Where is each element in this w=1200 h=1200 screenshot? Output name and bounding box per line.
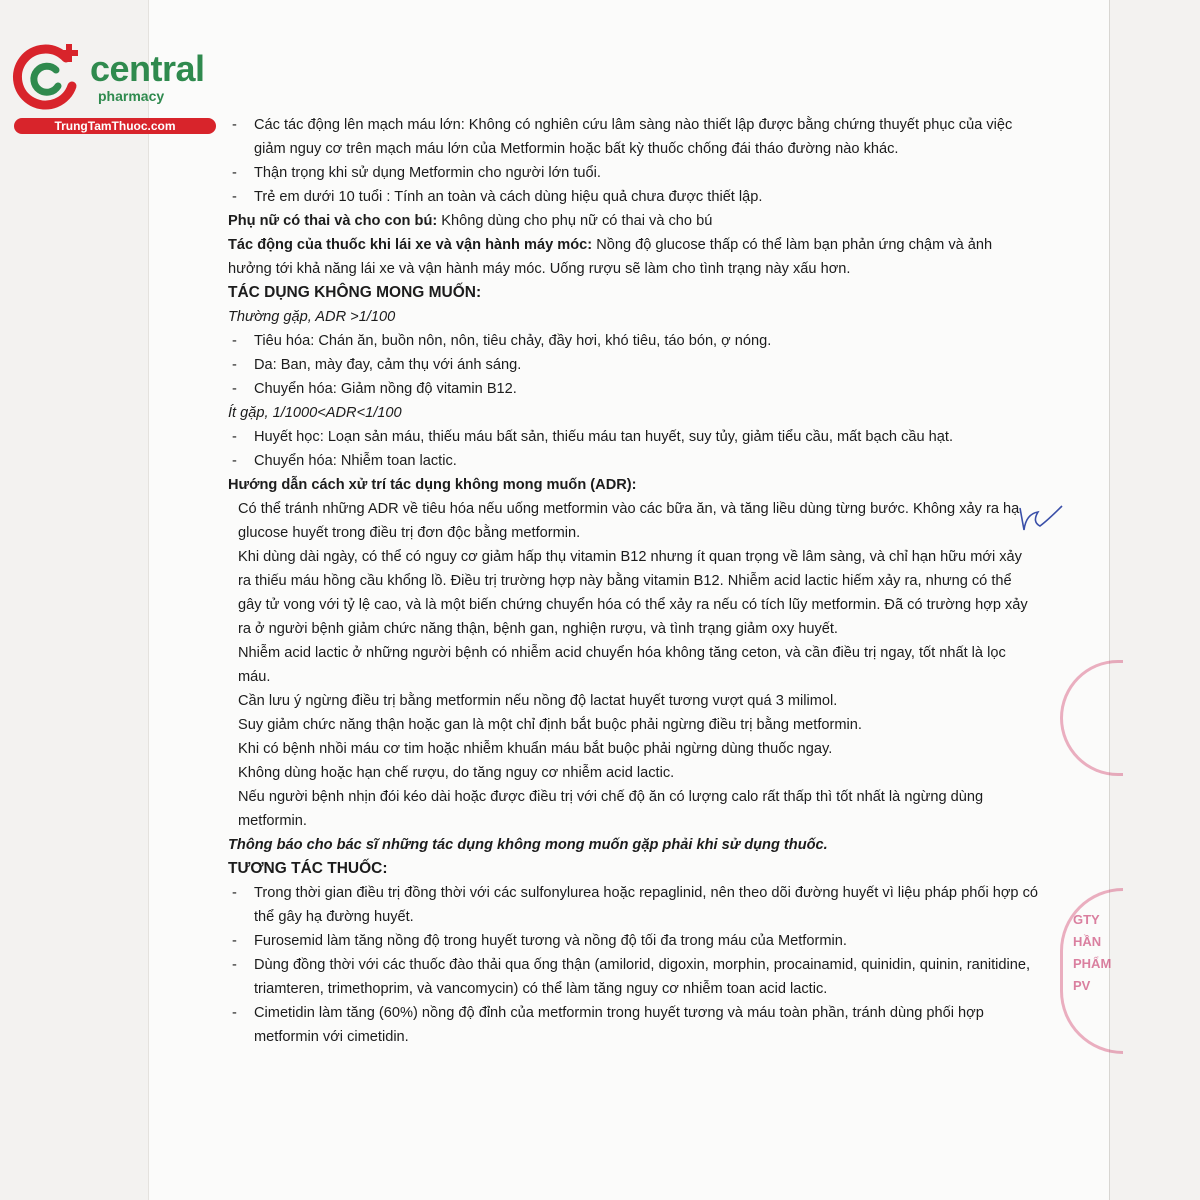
central-pharmacy-logo[interactable] xyxy=(8,36,218,136)
list-item-text: Huyết học: Loạn sản máu, thiếu máu bất sản, thiếu máu tan huyết, suy tủy, giảm tiểu cầu, mất bạch cầu hạt. xyxy=(254,429,954,445)
rare-subheading: Ít gặp, 1/1000<ADR<1/100 xyxy=(228,405,402,421)
pregnancy-paragraph xyxy=(228,209,1038,233)
guide-heading: Hướng dẫn cách xử trí tác dụng không mong muốn (ADR): xyxy=(228,477,637,493)
list-item-text: Dùng đồng thời với các thuốc đào thải qua ống thận (amilorid, digoxin, morphin, procainamid, quinidin, quinin, ranitidine, triamteren, trimethoprim, và vancomycin) có thể làm tăng nguy cơ nhiễm toan acid lactic. xyxy=(254,957,1031,997)
list-item: - Các tác động lên mạch máu lớn: Không có nghiên cứu lâm sàng nào thiết lập được bằng chứng thuyết phục của việc giảm nguy cơ trên mạch máu lớn của Metformin hoặc bất kỳ thuốc chống đái tháo đường nào khác. xyxy=(228,113,1038,161)
list-item-text: Các tác động lên mạch máu lớn: Không có nghiên cứu lâm sàng nào thiết lập được bằng chứng thuyết phục của việc giảm nguy cơ trên mạch máu lớn của Metformin hoặc bất kỳ thuốc chống đái tháo đường nào khác. xyxy=(254,117,1013,157)
list-item-text: Thận trọng khi sử dụng Metformin cho người lớn tuổi. xyxy=(254,165,601,181)
guide-paragraph: Khi dùng dài ngày, có thể có nguy cơ giảm hấp thụ vitamin B12 nhưng ít quan trọng về lâm sàng, và chỉ hạn hữu mới xảy ra thiếu máu hồng cầu khổng lồ. Điều trị trường hợp này bằng vitamin B12. Nhiễm acid lactic hiếm xảy ra, nhưng có thể gây tử vong với tỷ lệ cao, và là một biến chứng chuyển hóa có thể xảy ra nếu có tích lũy metformin. Đã có trường hợp xảy ra ở người bệnh giảm chức năng thận, bệnh gan, nghiện rượu, và tình trạng giảm oxy huyết. xyxy=(238,549,1028,637)
driving-label: Tác động của thuốc khi lái xe và vận hành máy móc: xyxy=(228,237,593,253)
adr-heading: TÁC DỤNG KHÔNG MONG MUỐN: xyxy=(228,284,482,301)
guide-paragraph: Không dùng hoặc hạn chế rượu, do tăng nguy cơ nhiễm acid lactic. xyxy=(238,765,675,781)
notice-text: Thông báo cho bác sĩ những tác dụng không mong muốn gặp phải khi sử dụng thuốc. xyxy=(228,837,828,853)
list-item: - Trong thời gian điều trị đồng thời với các sulfonylurea hoặc repaglinid, nên theo dõi đường huyết vì liệu pháp phối hợp có thể gây hạ đường huyết. xyxy=(228,881,1038,929)
list-item: - Dùng đồng thời với các thuốc đào thải qua ống thận (amilorid, digoxin, morphin, procainamid, quinidin, quinin, ranitidine, triamteren, trimethoprim, và vancomycin) có thể làm tăng nguy cơ nhiễm toan acid lactic. xyxy=(228,953,1038,1001)
list-item: - Thận trọng khi sử dụng Metformin cho người lớn tuổi. xyxy=(228,161,1038,185)
logo-mark-icon xyxy=(8,36,88,116)
list-item: - Huyết học: Loạn sản máu, thiếu máu bất sản, thiếu máu tan huyết, suy tủy, giảm tiểu cầu, mất bạch cầu hạt. xyxy=(228,425,1038,449)
list-item: - Chuyển hóa: Nhiễm toan lactic. xyxy=(228,449,1038,473)
list-item-text: Tiêu hóa: Chán ăn, buồn nôn, nôn, tiêu chảy, đầy hơi, khó tiêu, táo bón, ợ nóng. xyxy=(254,333,772,349)
list-item-text: Chuyển hóa: Giảm nồng độ vitamin B12. xyxy=(254,381,517,397)
driving-paragraph xyxy=(228,233,1038,281)
list-item: - Tiêu hóa: Chán ăn, buồn nôn, nôn, tiêu chảy, đầy hơi, khó tiêu, táo bón, ợ nóng. xyxy=(228,329,1038,353)
list-item: - Chuyển hóa: Giảm nồng độ vitamin B12. xyxy=(228,377,1038,401)
driving-text: Nồng độ glucose thấp có thể làm bạn phản ứng chậm và ảnh hưởng tới khả năng lái xe và vận hành máy móc. Uống rượu sẽ làm cho tình trạng này xấu hơn. xyxy=(228,237,993,277)
list-item: - Trẻ em dưới 10 tuổi : Tính an toàn và cách dùng hiệu quả chưa được thiết lập. xyxy=(228,185,1038,209)
guide-paragraph: Nếu người bệnh nhịn đói kéo dài hoặc được điều trị với chế độ ăn có lượng calo rất thấp thì tốt nhất là ngừng dùng metformin. xyxy=(238,789,984,829)
list-item: - Furosemid làm tăng nồng độ trong huyết tương và nồng độ tối đa trong máu của Metformin. xyxy=(228,929,1038,953)
initials-signature xyxy=(1012,500,1068,540)
stamp-line: PHẨM xyxy=(1073,956,1112,971)
list-item: - Da: Ban, mày đay, cảm thụ với ánh sáng. xyxy=(228,353,1038,377)
guide-paragraph: Khi có bệnh nhồi máu cơ tim hoặc nhiễm khuẩn máu bắt buộc phải ngừng dùng thuốc ngay. xyxy=(238,741,833,757)
list-item-text: Furosemid làm tăng nồng độ trong huyết tương và nồng độ tối đa trong máu của Metformin. xyxy=(254,933,847,949)
list-item-text: Trong thời gian điều trị đồng thời với các sulfonylurea hoặc repaglinid, nên theo dõi đường huyết vì liệu pháp phối hợp có thể gây hạ đường huyết. xyxy=(254,885,1039,925)
pregnancy-text: Không dùng cho phụ nữ có thai và cho bú xyxy=(437,213,713,229)
brand-sub: pharmacy xyxy=(98,88,165,104)
pregnancy-label: Phụ nữ có thai và cho con bú: xyxy=(228,213,438,229)
list-item-text: Chuyển hóa: Nhiễm toan lactic. xyxy=(254,453,457,469)
list-item-text: Da: Ban, mày đay, cảm thụ với ánh sáng. xyxy=(254,357,522,373)
stamp-line: GTY xyxy=(1073,912,1100,927)
list-item-text: Trẻ em dưới 10 tuổi : Tính an toàn và cách dùng hiệu quả chưa được thiết lập. xyxy=(254,189,763,205)
interactions-heading: TƯƠNG TÁC THUỐC: xyxy=(228,860,388,877)
brand-name: central xyxy=(90,48,205,89)
list-item-text: Cimetidin làm tăng (60%) nồng độ đỉnh của metformin trong huyết tương và máu toàn phần, tránh dùng phối hợp metformin với cimetidin. xyxy=(254,1005,984,1045)
guide-paragraph: Có thể tránh những ADR về tiêu hóa nếu uống metformin vào các bữa ăn, và tăng liều dùng từng bước. Không xảy ra hạ glucose huyết trong điều trị đơn độc bằng metformin. xyxy=(238,501,1020,541)
brand-website[interactable]: TrungTamThuoc.com xyxy=(14,118,216,134)
guide-paragraph: Suy giảm chức năng thận hoặc gan là một chỉ định bắt buộc phải ngừng điều trị bằng metformin. xyxy=(238,717,862,733)
common-subheading: Thường gặp, ADR >1/100 xyxy=(228,309,396,325)
list-item: - Cimetidin làm tăng (60%) nồng độ đỉnh của metformin trong huyết tương và máu toàn phần, tránh dùng phối hợp metformin với cimetidin. xyxy=(228,1001,1038,1049)
guide-paragraph: Cần lưu ý ngừng điều trị bằng metformin nếu nồng độ lactat huyết tương vượt quá 3 milimol. xyxy=(238,693,838,709)
stamp-line: HẦN xyxy=(1073,934,1102,949)
document-text xyxy=(228,113,1038,1049)
guide-paragraph: Nhiễm acid lactic ở những người bệnh có nhiễm acid chuyển hóa không tăng ceton, và cần điều trị ngay, tốt nhất là lọc máu. xyxy=(238,645,1006,685)
stamp-line: PV xyxy=(1073,978,1091,993)
